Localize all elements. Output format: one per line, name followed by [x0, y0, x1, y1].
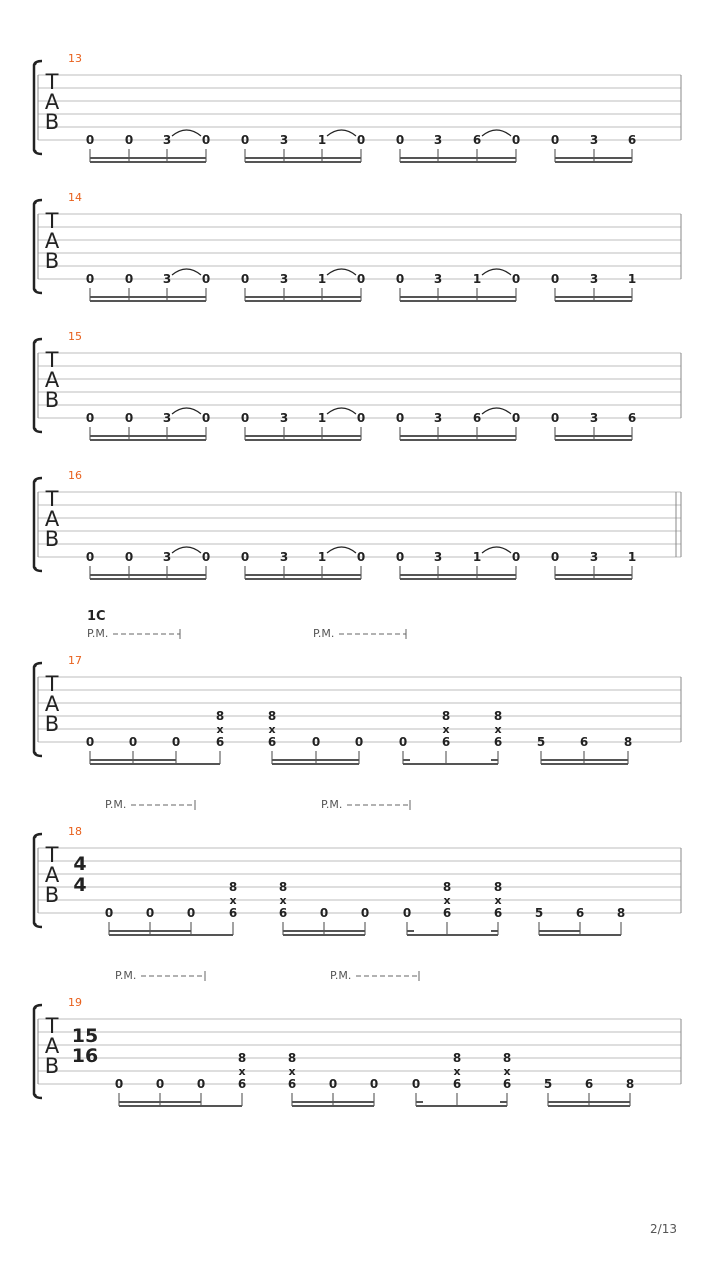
- fret-number: 1: [627, 550, 637, 564]
- tie-arc: [327, 269, 356, 275]
- fret-number: 8: [493, 880, 503, 894]
- fret-number: 0: [360, 906, 370, 920]
- fret-number: x: [238, 1065, 246, 1078]
- fret-number: 0: [328, 1077, 338, 1091]
- fret-number: 6: [493, 906, 503, 920]
- fret-number: 0: [240, 133, 250, 147]
- fret-number: 0: [395, 272, 405, 286]
- palm-mute-label: P.M.: [321, 798, 343, 811]
- fret-number: 6: [575, 906, 585, 920]
- fret-number: 0: [402, 906, 412, 920]
- tie-arc: [172, 130, 201, 136]
- fret-number: 1: [317, 411, 327, 425]
- tie-arc: [327, 547, 356, 553]
- fret-number: 0: [511, 411, 521, 425]
- fret-number: 0: [124, 411, 134, 425]
- fret-number: 0: [85, 550, 95, 564]
- measure-number: 17: [68, 654, 82, 667]
- fret-number: x: [288, 1065, 296, 1078]
- measure-number: 16: [68, 469, 82, 482]
- tab-clef-letter: B: [44, 1054, 60, 1078]
- palm-mute-label: P.M.: [105, 798, 127, 811]
- fret-number: 6: [442, 906, 452, 920]
- measure-number: 15: [68, 330, 82, 343]
- fret-number: x: [494, 894, 502, 907]
- time-signature-bottom: 16: [71, 1045, 99, 1067]
- fret-number: 0: [395, 411, 405, 425]
- fret-number: 8: [625, 1077, 635, 1091]
- fret-number: 6: [584, 1077, 594, 1091]
- fret-number: x: [216, 723, 224, 736]
- tie-arc: [482, 269, 511, 275]
- measure-number: 19: [68, 996, 82, 1009]
- fret-number: 3: [279, 272, 289, 286]
- fret-number: 0: [186, 906, 196, 920]
- fret-number: x: [453, 1065, 461, 1078]
- fret-number: 0: [398, 735, 408, 749]
- fret-number: 0: [85, 133, 95, 147]
- fret-number: 0: [201, 133, 211, 147]
- tab-clef-letter: A: [44, 229, 60, 253]
- fret-number: 0: [511, 272, 521, 286]
- fret-number: 0: [356, 411, 366, 425]
- fret-number: 0: [124, 133, 134, 147]
- tab-clef-letter: A: [44, 368, 60, 392]
- tab-clef-letter: A: [44, 507, 60, 531]
- fret-number: 0: [550, 133, 560, 147]
- fret-number: 0: [128, 735, 138, 749]
- tie-arc: [172, 269, 201, 275]
- fret-number: 0: [395, 133, 405, 147]
- palm-mute-label: P.M.: [313, 627, 335, 640]
- fret-number: 8: [452, 1051, 462, 1065]
- fret-number: 5: [534, 906, 544, 920]
- fret-number: 0: [85, 411, 95, 425]
- fret-number: x: [229, 894, 237, 907]
- fret-number: 0: [196, 1077, 206, 1091]
- fret-number: 8: [228, 880, 238, 894]
- fret-number: 3: [162, 411, 172, 425]
- fret-number: 1: [472, 550, 482, 564]
- fret-number: 8: [237, 1051, 247, 1065]
- fret-number: 0: [354, 735, 364, 749]
- tab-clef-letter: B: [44, 527, 60, 551]
- fret-number: 8: [493, 709, 503, 723]
- palm-mute-label: P.M.: [330, 969, 352, 982]
- tie-arc: [482, 130, 511, 136]
- fret-number: 0: [155, 1077, 165, 1091]
- measure-number: 18: [68, 825, 82, 838]
- fret-number: 6: [472, 133, 482, 147]
- fret-number: 0: [201, 272, 211, 286]
- fret-number: 1: [472, 272, 482, 286]
- fret-number: 1: [317, 272, 327, 286]
- tab-clef-letter: T: [45, 487, 59, 511]
- fret-number: 0: [511, 550, 521, 564]
- fret-number: 3: [433, 272, 443, 286]
- tab-clef-letter: B: [44, 883, 60, 907]
- fret-number: 3: [589, 550, 599, 564]
- fret-number: 0: [85, 272, 95, 286]
- fret-number: x: [503, 1065, 511, 1078]
- fret-number: 6: [493, 735, 503, 749]
- tab-clef-letter: A: [44, 90, 60, 114]
- fret-number: 0: [240, 411, 250, 425]
- fret-number: 3: [162, 550, 172, 564]
- tie-arc: [482, 547, 511, 553]
- fret-number: 0: [124, 550, 134, 564]
- fret-number: 3: [279, 133, 289, 147]
- fret-number: 3: [162, 272, 172, 286]
- fret-number: 0: [550, 411, 560, 425]
- tie-arc: [327, 130, 356, 136]
- fret-number: x: [494, 723, 502, 736]
- fret-number: 3: [433, 411, 443, 425]
- fret-number: 0: [240, 272, 250, 286]
- fret-number: 0: [369, 1077, 379, 1091]
- tab-clef-letter: A: [44, 1034, 60, 1058]
- page-number: 2/13: [650, 1222, 677, 1236]
- fret-number: 1: [317, 133, 327, 147]
- fret-number: 5: [543, 1077, 553, 1091]
- fret-number: 0: [201, 411, 211, 425]
- fret-number: 8: [215, 709, 225, 723]
- fret-number: 6: [237, 1077, 247, 1091]
- tab-clef-letter: B: [44, 712, 60, 736]
- fret-number: 0: [550, 550, 560, 564]
- tie-arc: [172, 408, 201, 414]
- measure-number: 13: [68, 52, 82, 65]
- fret-number: 1: [627, 272, 637, 286]
- fret-number: 6: [441, 735, 451, 749]
- fret-number: 6: [287, 1077, 297, 1091]
- fret-number: 0: [85, 735, 95, 749]
- tab-clef-letter: A: [44, 863, 60, 887]
- fret-number: 3: [433, 133, 443, 147]
- fret-number: 0: [550, 272, 560, 286]
- tab-clef-letter: T: [45, 672, 59, 696]
- tab-clef-letter: T: [45, 843, 59, 867]
- fret-number: 0: [114, 1077, 124, 1091]
- tab-clef-letter: B: [44, 110, 60, 134]
- tab-clef-letter: T: [45, 70, 59, 94]
- fret-number: 0: [201, 550, 211, 564]
- time-signature-bottom: 4: [73, 874, 87, 896]
- fret-number: 0: [240, 550, 250, 564]
- fret-number: 0: [104, 906, 114, 920]
- fret-number: 8: [267, 709, 277, 723]
- tab-clef-letter: B: [44, 388, 60, 412]
- fret-number: 3: [589, 411, 599, 425]
- fret-number: 3: [162, 133, 172, 147]
- measure-number: 14: [68, 191, 82, 204]
- fret-number: 8: [502, 1051, 512, 1065]
- fret-number: 0: [311, 735, 321, 749]
- section-label: 1C: [87, 609, 106, 624]
- palm-mute-label: P.M.: [115, 969, 137, 982]
- fret-number: 6: [278, 906, 288, 920]
- tie-arc: [327, 408, 356, 414]
- fret-number: 6: [267, 735, 277, 749]
- fret-number: 3: [279, 550, 289, 564]
- fret-number: 6: [452, 1077, 462, 1091]
- fret-number: 0: [145, 906, 155, 920]
- fret-number: 8: [278, 880, 288, 894]
- fret-number: 0: [319, 906, 329, 920]
- fret-number: 0: [171, 735, 181, 749]
- fret-number: 8: [623, 735, 633, 749]
- tab-clef-letter: T: [45, 348, 59, 372]
- tie-arc: [482, 408, 511, 414]
- palm-mute-label: P.M.: [87, 627, 109, 640]
- fret-number: 6: [228, 906, 238, 920]
- tie-arc: [172, 547, 201, 553]
- fret-number: 6: [472, 411, 482, 425]
- time-signature-top: 15: [71, 1025, 99, 1047]
- tab-clef-letter: A: [44, 692, 60, 716]
- fret-number: 3: [589, 133, 599, 147]
- fret-number: 5: [536, 735, 546, 749]
- fret-number: x: [443, 894, 451, 907]
- fret-number: 3: [279, 411, 289, 425]
- fret-number: 0: [511, 133, 521, 147]
- fret-number: 0: [356, 272, 366, 286]
- fret-number: 8: [287, 1051, 297, 1065]
- fret-number: x: [442, 723, 450, 736]
- fret-number: 0: [395, 550, 405, 564]
- tab-clef-letter: B: [44, 249, 60, 273]
- fret-number: 1: [317, 550, 327, 564]
- tab-clef-letter: T: [45, 209, 59, 233]
- fret-number: 0: [124, 272, 134, 286]
- fret-number: 3: [433, 550, 443, 564]
- fret-number: 6: [579, 735, 589, 749]
- time-signature-top: 4: [73, 853, 87, 875]
- fret-number: 6: [502, 1077, 512, 1091]
- fret-number: 3: [589, 272, 599, 286]
- fret-number: x: [279, 894, 287, 907]
- fret-number: 6: [215, 735, 225, 749]
- fret-number: 6: [627, 133, 637, 147]
- tab-clef-letter: T: [45, 1014, 59, 1038]
- fret-number: 0: [356, 133, 366, 147]
- fret-number: 0: [356, 550, 366, 564]
- fret-number: 8: [441, 709, 451, 723]
- fret-number: 8: [616, 906, 626, 920]
- fret-number: 8: [442, 880, 452, 894]
- fret-number: 6: [627, 411, 637, 425]
- fret-number: x: [268, 723, 276, 736]
- fret-number: 0: [411, 1077, 421, 1091]
